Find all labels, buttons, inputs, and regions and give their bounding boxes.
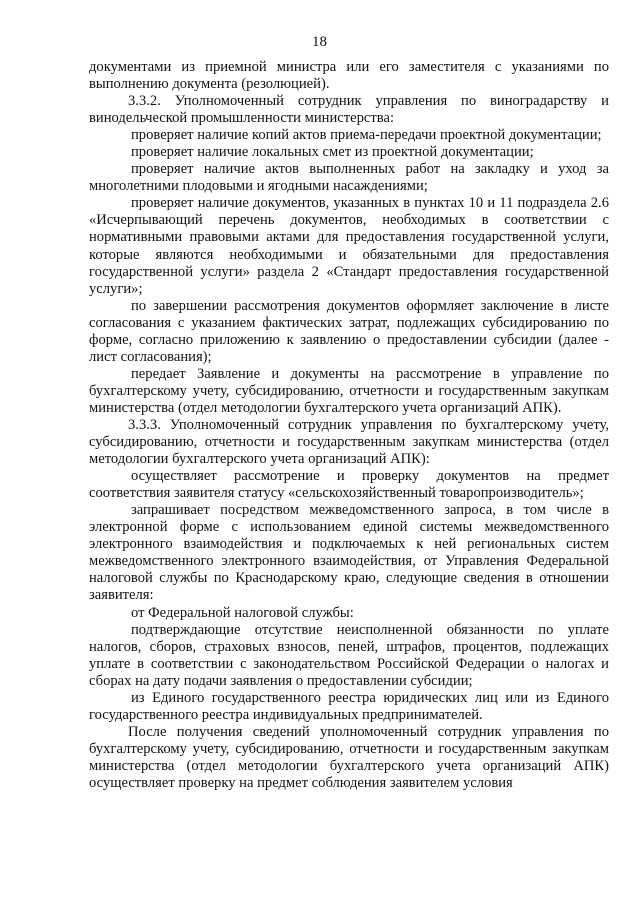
paragraph-after-info: После получения сведений уполномоченный сотрудник управления по бухгалтерскому учету, субсидированию, отчетности и государственным закупкам министерства (отдел методологии бухгалтерского учета организаций АПК) осуществляет проверку на предмет соблюдения заявителем условия	[89, 723, 609, 791]
paragraph-interagency-request: запрашивает посредством межведомственного запроса, в том числе в электронной форме с использованием единой системы межведомственного электронного взаимодействия и подключаемых к ней региональных систем межведомственного электронного взаимодействия, от Управления Федеральной налоговой службы по Краснодарскому краю, следующие сведения в отношении заявителя:	[89, 502, 609, 604]
paragraph-3-3-2-heading: 3.3.2. Уполномоченный сотрудник управления по виноградарству и винодельческой промышленности министерства:	[89, 93, 609, 127]
paragraph-transfer: передает Заявление и документы на рассмотрение в управление по бухгалтерскому учету, субсидированию, отчетности и государственным закупкам министерства (отдел методологии бухгалтерского учета организаций АПК).	[89, 365, 609, 416]
paragraph-check-acts: проверяет наличие копий актов приема-передачи проектной документации;	[131, 127, 602, 144]
paragraph-registry: из Единого государственного реестра юридических лиц или из Единого государственного реестра индивидуальных предпринимателей.	[89, 689, 609, 723]
paragraph-tax-service: от Федеральной налоговой службы:	[131, 604, 354, 621]
paragraph-check-documents: проверяет наличие документов, указанных в пунктах 10 и 11 подраздела 2.6 «Исчерпывающий перечень документов, необходимых в соответствии с нормативными правовыми актами для предоставления государственной услуги, которые являются необходимыми и обязательными для предоставления государственной услуги» раздела 2 «Стандарт предоставления государственной услуги»;	[89, 195, 609, 297]
paragraph-no-debts: подтверждающие отсутствие неисполненной обязанности по уплате налогов, сборов, страховых взносов, пеней, штрафов, процентов, подлежащих уплате в соответствии с законодательством Российской Федерации о налогах и сборах на дату подачи заявления о предоставлении субсидии;	[89, 621, 609, 689]
paragraph-conclusion: по завершении рассмотрения документов оформляет заключение в листе согласования с указанием фактических затрат, подлежащих субсидированию по форме, согласно приложению к заявлению о предоставлении субсидии (далее - лист согласования);	[89, 297, 609, 365]
page-number: 18	[312, 34, 327, 50]
document-body	[89, 59, 609, 792]
paragraph-check-works: проверяет наличие актов выполненных работ на закладку и уход за многолетними плодовыми и ягодными насаждениями;	[89, 161, 609, 195]
paragraph-3-3-3-heading: 3.3.3. Уполномоченный сотрудник управления по бухгалтерскому учету, субсидированию, отчетности и государственным закупкам министерства (отдел методологии бухгалтерского учета организаций АПК):	[89, 416, 609, 468]
paragraph-resolution: документами из приемной министра или его заместителя с указаниями по выполнению документа (резолюцией).	[89, 59, 609, 93]
paragraph-status-check: осуществляет рассмотрение и проверку документов на предмет соответствия заявителя статусу «сельскохозяйственный товаропроизводитель»;	[89, 468, 609, 502]
paragraph-check-estimates: проверяет наличие локальных смет из проектной документации;	[131, 144, 534, 161]
